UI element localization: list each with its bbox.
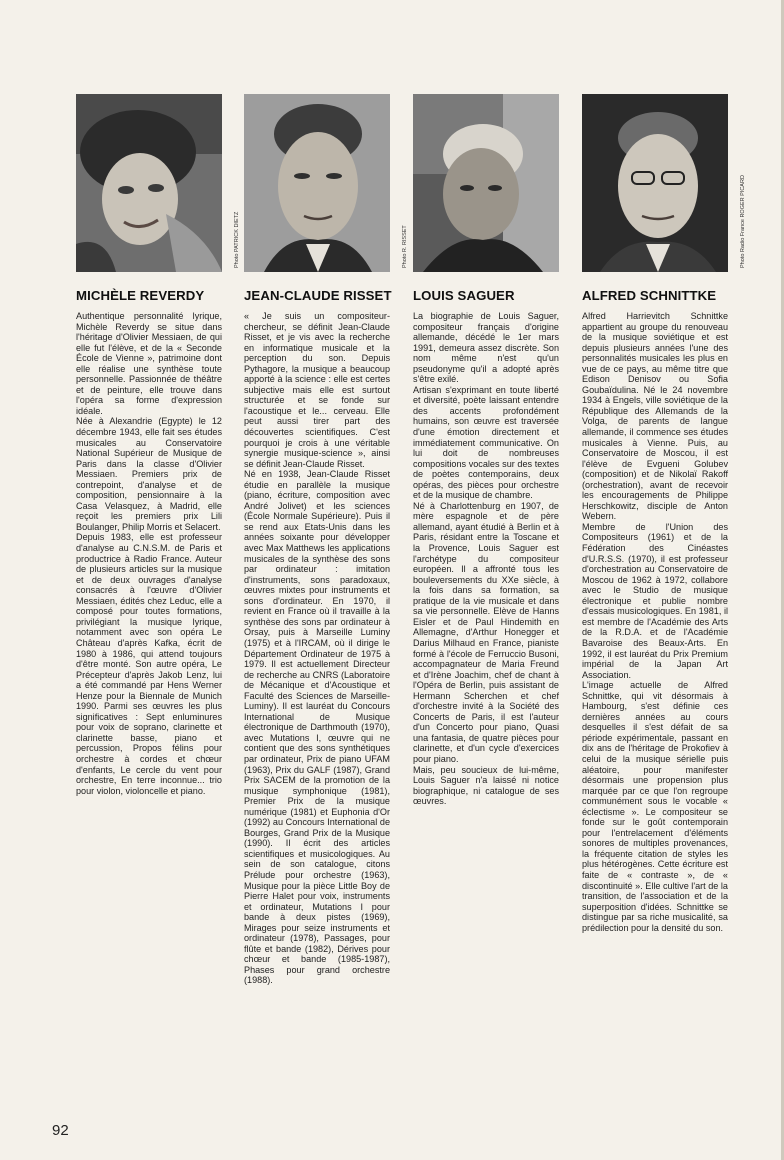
- portrait-photo-risset: Photo R. RISSET: [244, 94, 390, 272]
- portrait-photo-reverdy: Photo PATRICK DIETZ: [76, 94, 222, 272]
- bio-paragraph: Mais, peu soucieux de lui-même, Louis Saguer n'a laissé ni notice biographique, ni catalogue de ses œuvres.: [413, 764, 559, 807]
- bio-paragraph: Né en 1938, Jean-Claude Risset étudie en parallèle la musique (piano, écriture, composition avec André Jolivet) et les sciences (École Normale Supérieure). Puis il se rend aux Etats-Unis dans les années soixante pour développer avec Max Matthews les applications musicales de la synthèse des sons par ordinateur : imitation d'instruments, sons paradoxaux, œuvres mixtes pour instruments et sons d'ordinateur. En 1970, il revient en France où il travaille à la synthèse des sons par ordinateur à Orsay, puis à Marseille Luminy (1975) et à l'IRCAM, où il dirige le Département Ordinateur de 1975 à 1979. Il est actuellement Directeur de recherche au CNRS (Laboratoire de Mécanique et d'Acoustique et Faculté des Sciences de Marseille-Luminy). Il est lauréat du Concours International de Musique électronique de Darthmouth (1970), avec Mutations I, œuvre qui ne contient que des sons synthétiques par ordinateur, Prix de piano UFAM (1963), Prix du GALF (1987), Grand Prix SACEM de la promotion de la musique symphonique (1981), Premier Prix de la musique numérique (1981) et Euphonia d'Or (1992) au Concours International de Bourges, Grand Prix de la Musique (1990). Il écrit des articles scientifiques et musicologiques. Au sein de son catalogue, citons Prélude pour orchestre (1963), Musique pour la pièce Little Boy de Pierre Halet pour voix, instruments et ordinateur, Mutations I pour bande à deux pistes (1969), Mirages pour seize instruments et ordinateur (1978), Passages, pour flûte et bande (1982), Dérives pour chœur et bande (1985-1987), Phases pour grand orchestre (1988).: [244, 469, 390, 986]
- bio-paragraph: Alfred Harrievitch Schnittke appartient au groupe du renouveau de la musique soviétique et est depuis plusieurs années l'une des personnalités musicales les plus en vue de ce pays, au même titre que Edison Denisov ou Sofia Goubaïdulina. Né le 24 novembre 1934 à Engels, ville soviétique de la République des Allemands de la Volga, de parents de langue allemande, il commence ses études musicales à Vienne. Puis, au Conservatoire de Moscou, il est l'élève de Evgueni Golubev (composition) et de Nikolaï Rakoff (orchestration), avant de recevoir les encouragements de Philippe Herschkowitz, disciple de Anton Webern.: [582, 311, 728, 522]
- composer-biography: [413, 311, 559, 807]
- bio-paragraph: Artisan s'exprimant en toute liberté et diversité, poète laissant entendre des accents profondément humains, son œuvre est traversée d'une émotion directement et immédiatement communicative. On lui doit de nombreuses compositions vocales sur des textes de poètes contemporains, deux opéras, des pièces pour orchestre et de la musique de chambre.: [413, 384, 559, 501]
- composer-name: JEAN-CLAUDE RISSET: [244, 288, 392, 303]
- composer-column-schnittke: [582, 94, 746, 933]
- portrait-image: [76, 94, 222, 272]
- portrait-photo-saguer: [413, 94, 559, 272]
- portrait-image: [413, 94, 559, 272]
- bio-paragraph: Membre de l'Union des Compositeurs (1961) et de la Fédération des Cinéastes d'U.R.S.S. (1970), il est professeur d'orchestration au Conservatoire de Moscou de 1962 à 1972, collabore avec le Studio de musique électronique et publie nombre d'essais musicologiques. En 1981, il est membre de l'Académie des Arts de la R.D.A. et de l'Académie Bavaroise des Beaux-Arts. En 1992, il est lauréat du Prix Premium impérial de la Japan Art Association.: [582, 521, 728, 680]
- bio-paragraph: Authentique personnalité lyrique, Michèle Reverdy se situe dans l'héritage d'Olivier Messiaen, de qui elle fut l'élève, et de la « Seconde École de Vienne », patrimoine dont elle réalise une synthèse toute personnelle. Passionnée de théâtre et de peinture, elle trouve dans l'opéra sa forme d'expression idéale.: [76, 311, 222, 416]
- composer-name: ALFRED SCHNITTKE: [582, 288, 717, 303]
- composer-column-risset: [244, 94, 408, 986]
- bio-paragraph: L'image actuelle de Alfred Schnittke, qui vit désormais à Hambourg, s'est définie ces dernières années au cours desquelles il s'est défait de sa période expérimentale, passant en dix ans de l'héritage de Prokofiev à celui de la musique sérielle puis aléatoire, pour manifester désormais une propension plus marquée par ce que l'on regroupe communément sous le vocable « éclectisme ». Le compositeur se fonde sur le goût contemporain pour l'entrelacement d'éléments sonores de multiples provenances, la fréquente citation de styles les plus hétérogènes. Cette écriture est faite de « contraste », de « discontinuité ». Elle cultive l'art de la transition, de l'association et de la superposition d'idées. Schnittke se distingue par sa riche musicalité, sa prédilection pour la densité du son.: [582, 680, 728, 933]
- portrait-image: [582, 94, 728, 272]
- bio-paragraph: La biographie de Louis Saguer, compositeur français d'origine allemande, décédé le 1er mars 1991, demeura assez discrète. Son nom même n'est qu'un pseudonyme qu'il a adopté après s'être exilé.: [413, 311, 559, 385]
- bio-paragraph: Né à Charlottenburg en 1907, de mère espagnole et de père allemand, ayant étudié à Berlin et à Paris, résidant entre la Toscane et la Provence, Louis Saguer est l'archétype du compositeur européen. Il a affronté tous les bouleversements du XXe siècle, à la fois dans sa formation, sa pratique de la vie musicale et dans sa vie personnelle. Elève de Hanns Eisler et de Paul Hindemith en Allemagne, d'Arthur Honegger et Darius Milhaud en France, pianiste formé à l'école de Ferruccio Busoni, accompagnateur de Maria Freund et d'Irène Joachim, chef de chant à l'Opéra de Berlin, puis assistant de Hermann Scherchen et chef d'orchestre invité à la Société des Concerts de Paris, il est l'auteur d'un Concerto pour piano, Quasi una fantasia, de quatre pièces pour clarinette, et d'un cycle d'exercices pour piano.: [413, 500, 559, 764]
- composer-biography: [582, 311, 728, 933]
- bio-paragraph: Née à Alexandrie (Egypte) le 12 décembre 1943, elle fait ses études musicales au Conservatoire National Supérieur de Musique de Paris dans la classe d'Olivier Messiaen. Premiers prix de contrepoint, d'analyse et de composition, pensionnaire à la Casa Velasquez, à Madrid, elle reçoit les premiers prix Lili Boulanger, Philip Morris et Selacert.: [76, 416, 222, 532]
- composer-name: LOUIS SAGUER: [413, 288, 515, 303]
- page-number: 92: [52, 1122, 69, 1139]
- composer-name: MICHÈLE REVERDY: [76, 288, 205, 303]
- portrait-image: [244, 94, 390, 272]
- composer-column-saguer: [413, 94, 559, 807]
- bio-paragraph: « Je suis un compositeur-chercheur, se définit Jean-Claude Risset, et je vis avec la recherche en informatique musicale et la perception du son. Depuis Pythagore, la musique a beaucoup apporté à la science : elle est certes subjective mais elle est surtout structurée et se fonde sur l'acoustique et le... cerveau. Elle peut aussi tirer part des découvertes scientifiques. C'est pourquoi je crois à une véritable synergie musique-science », ainsi se définit Jean-Claude Risset.: [244, 311, 390, 469]
- bio-paragraph: Depuis 1983, elle est professeur d'analyse au C.N.S.M. de Paris et productrice à Radio France. Auteur de plusieurs articles sur la musique et de deux ouvrages d'analyse consacrés à l'œuvre d'Olivier Messiaen, édités chez Leduc, elle a composé pour toutes formations, privilégiant la musique lyrique, notamment avec son opéra Le Château d'après Kafka, écrit de 1980 à 1986, qui attend toujours d'être monté. Son autre opéra, Le Précepteur d'après Jakob Lenz, lui a été commandé par Hens Werner Henze pour la Biennale de Munich 1990. Parmi ses œuvres les plus significatives : Sept enluminures pour voix de soprano, clarinette et clarinette basse, piano et percussion, Propos félins pour orchestre à cordes et chœur d'enfants, Le cercle du vent pour orchestre, En terre inconnue... trio pour violon, violoncelle et piano.: [76, 532, 222, 796]
- portrait-photo-schnittke: Photo Radio France ROGER PICARD: [582, 94, 728, 272]
- composer-biography: [76, 311, 222, 796]
- composer-column-reverdy: [76, 94, 240, 796]
- composer-biography: [244, 311, 390, 986]
